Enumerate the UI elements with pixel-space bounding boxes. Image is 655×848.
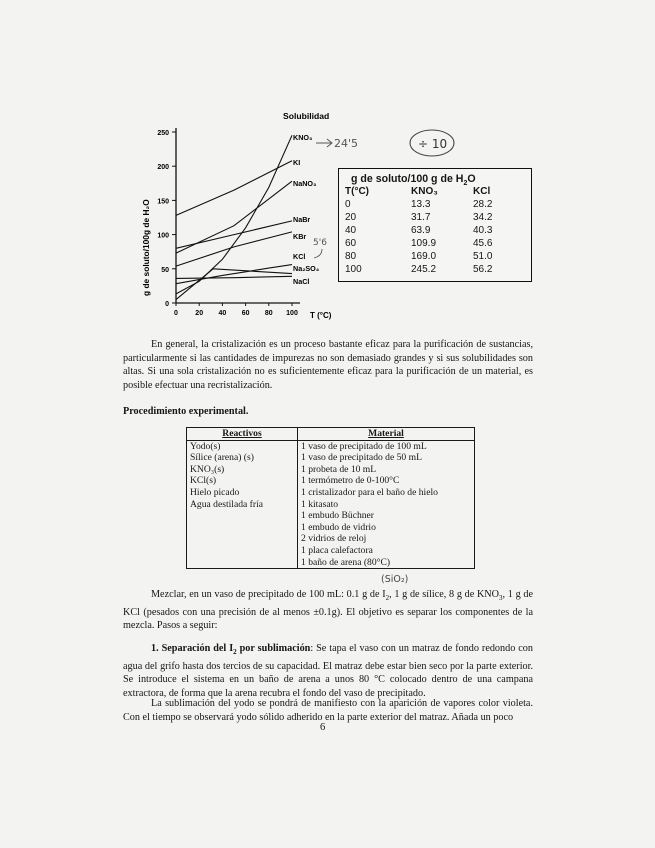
table-cell: 1 placa calefactora (298, 545, 475, 557)
mix-paragraph: Mezclar, en un vaso de precipitado de 100 mL: 0.1 g de $I_2$, 1 g de sílice, 8 g de $KNO_3$, 1 g de KCl (pesados con una precisión de al menos ±0.1g). El objetivo es separar los componentes de la mezcla. Pasos a seguir: (123, 589, 533, 632)
table-row (187, 557, 475, 569)
hand-note-kno3: 24'5 (334, 137, 359, 150)
solubility-cell: 13.3 (411, 199, 431, 210)
series-line (176, 276, 292, 278)
solubility-cell: 80 (345, 251, 357, 262)
col-temp: T(°C) (345, 186, 369, 197)
step1-title: 1. Separación del $I_2$ por sublimación (151, 643, 311, 657)
series-line (176, 265, 292, 284)
table-cell: 2 vidrios de reloj (298, 533, 475, 545)
reagents-materials-table (186, 427, 475, 569)
table-row (187, 475, 475, 487)
table-cell: Agua destilada fría (187, 499, 298, 511)
solubility-cell: 100 (345, 264, 362, 275)
table-cell: Yodo(s) (187, 440, 298, 452)
table-cell: 1 termómetro de 0-100°C (298, 475, 475, 487)
series-label: KCl (293, 252, 306, 261)
solubility-cell: 45.6 (473, 238, 493, 249)
table-cell (187, 533, 298, 545)
hand-note-kcl: 5'6 (313, 238, 327, 248)
series-line (176, 232, 292, 266)
table-cell: Sílice (arena) (s) (187, 452, 298, 464)
solubility-cell: 63.9 (411, 225, 431, 236)
table-cell (187, 510, 298, 522)
chart-ylabel: g de soluto/100g de H₂O (141, 199, 151, 296)
table-cell: 1 vaso de precipitado de 50 mL (298, 452, 475, 464)
x-tick-label: 80 (264, 310, 273, 317)
table-row (187, 464, 475, 476)
solubility-cell: 60 (345, 238, 357, 249)
series-label: NaCl (293, 277, 310, 286)
section-heading: Procedimiento experimental. (123, 406, 249, 417)
chart-title: Solubilidad (283, 111, 330, 121)
series-label: NaNO₃ (293, 179, 317, 188)
y-tick-label: 50 (161, 266, 169, 274)
solubility-cell: 34.2 (473, 212, 493, 223)
table-cell: 1 cristalizador para el baño de hielo (298, 487, 475, 499)
series-label: KI (293, 158, 301, 167)
x-tick-label: 0 (174, 310, 178, 317)
table-row (187, 452, 475, 464)
chart-series (176, 135, 292, 299)
series-line (176, 161, 292, 216)
solubility-cell: 51.0 (473, 251, 493, 262)
material-header: Material (298, 428, 475, 441)
x-tick-label: 60 (241, 310, 250, 317)
series-label: KNO₃ (293, 133, 313, 142)
solubility-cell: 28.2 (473, 199, 493, 210)
hand-hook (314, 249, 322, 258)
table-cell: 1 embudo Büchner (298, 510, 475, 522)
x-tick-label: 100 (286, 310, 298, 317)
solubility-table (338, 168, 532, 282)
series-label: KBr (293, 232, 307, 241)
step1-paragraph: 1. Separación del $I_2$ por sublimación: Se tapa el vaso con un matraz de fondo redondo con agua del grifo hasta dos tercios de su capacidad. El matraz debe estar bien seco por la parte exterior. Se introduce el sistema en un baño de arena a unos 80 °C colocado dentro de una campana extractora, de forma que la arena recubra el fondo del vaso de precipitado. (123, 643, 533, 699)
y-tick-label: 250 (157, 130, 169, 137)
page-number: 6 (320, 722, 326, 733)
table-cell: 1 embudo de vidrio (298, 522, 475, 534)
chart-labels (293, 133, 320, 286)
table-cell: KNO₃(s) (187, 464, 298, 476)
series-line (176, 181, 292, 253)
solubility-cell: 109.9 (411, 238, 437, 249)
solubility-cell: 0 (345, 199, 351, 210)
solubility-cell: 20 (345, 212, 357, 223)
chart-xlabel: T (°C) (310, 311, 332, 320)
table-cell: 1 probeta de 10 mL (298, 464, 475, 476)
table-row (187, 499, 475, 511)
solubility-table-title: g de soluto/100 g de $H_2O$ (351, 173, 476, 188)
table-cell (187, 557, 298, 569)
table-cell: Hielo picado (187, 487, 298, 499)
table-row (187, 545, 475, 557)
col-kcl: KCl (473, 186, 491, 197)
series-label: Na₂SO₄ (293, 264, 320, 273)
hand-note-sio2: (SiO₂) (381, 574, 409, 585)
table-cell: 1 vaso de precipitado de 100 mL (298, 440, 475, 452)
x-tick-label: 40 (218, 310, 227, 317)
intro-paragraph: En general, la cristalización es un proceso bastante eficaz para la purificación de sustancias, particularmente si las cantidades de impurezas no son demasiado grandes y si sus solubilidades son altas. Si una sola cristalización no es suficientemente eficaz para la purificación de un material, es posible efectuar una recristalización. (123, 339, 533, 391)
table-cell: 1 baño de arena (80°C) (298, 557, 475, 569)
y-tick-label: 200 (157, 164, 169, 172)
table-row (187, 487, 475, 499)
solubility-cell: 245.2 (411, 264, 437, 275)
y-tick-label: 100 (157, 232, 169, 240)
series-label: NaBr (293, 215, 311, 224)
reagents-materials-body (187, 440, 475, 569)
x-tick-label: 20 (195, 310, 204, 317)
solubility-cell: 169.0 (411, 251, 437, 262)
table-cell (187, 522, 298, 534)
hand-circle (410, 130, 454, 156)
y-tick-label: 0 (165, 301, 169, 308)
table-cell: KCl(s) (187, 475, 298, 487)
hand-note-divide: ÷ 10 (418, 137, 448, 151)
sublimation-paragraph: La sublimación del yodo se pondrá de manifiesto con la aparición de vapores color violeta. Con el tiempo se observará yodo sólido adherido en la parte exterior del matraz. Añada un poco (123, 698, 533, 723)
y-tick-label: 150 (157, 198, 169, 206)
solubility-cell: 56.2 (473, 264, 493, 275)
solubility-cell: 31.7 (411, 212, 431, 223)
col-kno3: KNO₃ (411, 186, 438, 197)
table-row (187, 533, 475, 545)
solubility-cell: 40 (345, 225, 357, 236)
solubility-cell: 40.3 (473, 225, 493, 236)
table-row (187, 510, 475, 522)
table-row (187, 522, 475, 534)
reagents-header: Reactivos (187, 428, 298, 441)
table-cell: 1 kitasato (298, 499, 475, 511)
table-row (187, 440, 475, 452)
table-cell (187, 545, 298, 557)
